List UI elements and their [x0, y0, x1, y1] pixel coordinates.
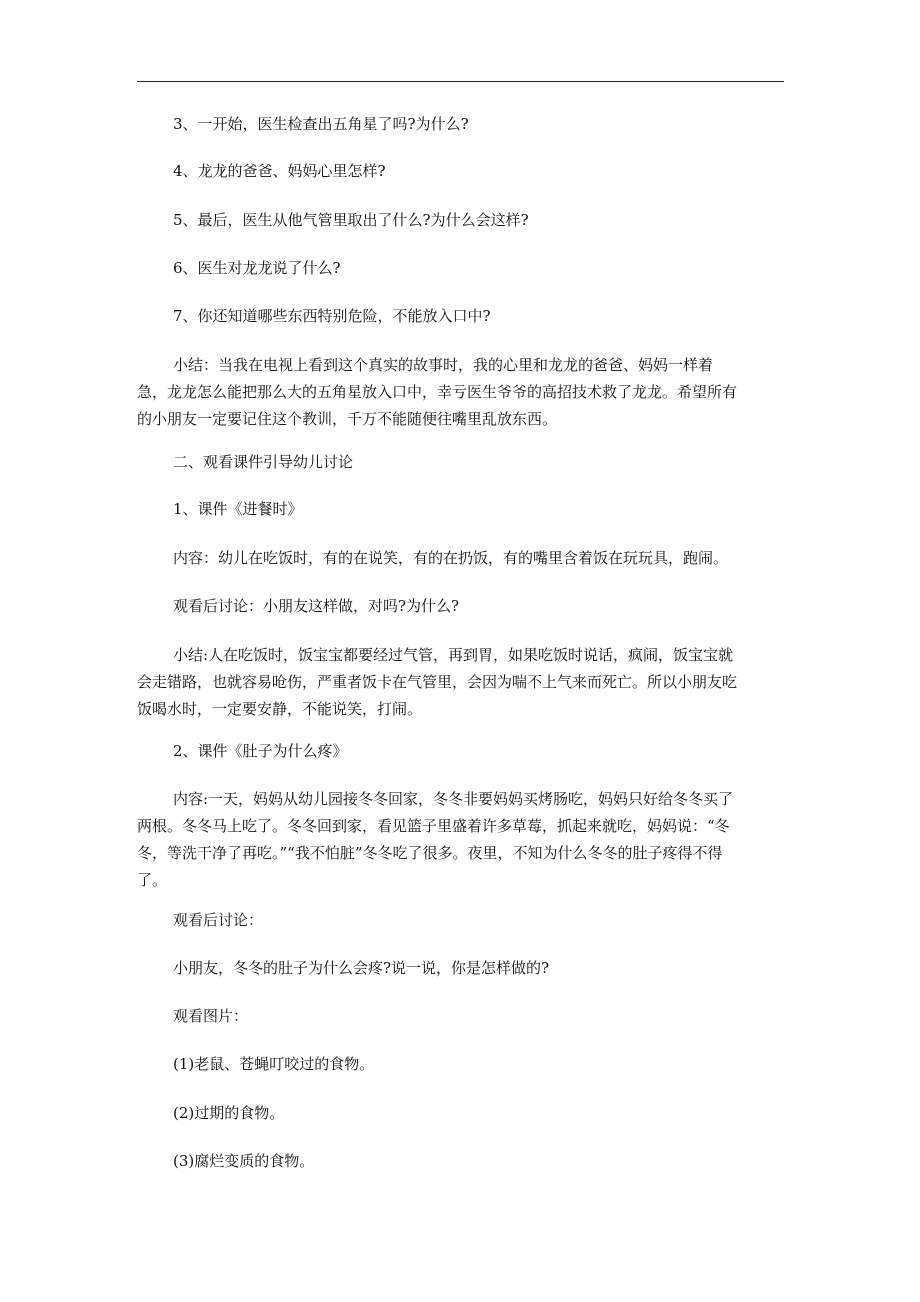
picture-item-3: (3)腐烂变质的食物。 [173, 1152, 315, 1170]
header-rule [137, 81, 784, 82]
courseware-1-title: 1、课件《进餐时》 [173, 500, 303, 518]
discussion-question: 小朋友，冬冬的肚子为什么会疼?说一说，你是怎样做的? [173, 959, 550, 977]
picture-item-2: (2)过期的食物。 [173, 1104, 285, 1122]
question-5: 5、最后，医生从他气管里取出了什么?为什么会这样? [173, 211, 529, 229]
summary-paragraph-1: 小结：当我在电视上看到这个真实的故事时，我的心里和龙龙的爸爸、妈妈一样着急，龙龙怎么能把那么大的五角星放入口中，幸亏医生爷爷的高招技术救了龙龙。希望所有的小朋友一定要记住这个教训，千万不能随便往嘴里乱放东西。 [137, 356, 738, 428]
summary-paragraph-2: 小结:人在吃饭时，饭宝宝都要经过气管，再到胃，如果吃饭时说话，疯闹，饭宝宝就会走错路，也就容易呛伤，严重者饭卡在气管里，会因为喘不上气来而死亡。所以小朋友吃饭喝水时，一定要安静，不能说笑，打闹。 [137, 646, 738, 718]
question-7: 7、你还知道哪些东西特别危险，不能放入口中? [173, 307, 491, 325]
section-heading-2: 二、观看课件引导幼儿讨论 [173, 453, 354, 471]
courseware-2-title: 2、课件《肚子为什么疼》 [173, 742, 348, 760]
courseware-2-content: 内容:一天，妈妈从幼儿园接冬冬回家，冬冬非要妈妈买烤肠吃，妈妈只好给冬冬买了两根。冬冬马上吃了。冬冬回到家，看见篮子里盛着许多草莓，抓起来就吃，妈妈说：“冬冬，等洗干净了再吃。”“我不怕脏”冬冬吃了很多。夜里，不知为什么冬冬的肚子疼得不得了。 [137, 790, 734, 889]
pictures-label: 观看图片： [173, 1007, 249, 1025]
question-6: 6、医生对龙龙说了什么? [173, 259, 341, 277]
question-4: 4、龙龙的爸爸、妈妈心里怎样? [173, 162, 386, 180]
picture-item-1: (1)老鼠、苍蝇叮咬过的食物。 [173, 1055, 375, 1073]
courseware-1-content: 内容：幼儿在吃饭时，有的在说笑，有的在扔饭，有的嘴里含着饭在玩玩具，跑闹。 [173, 549, 729, 567]
discussion-label: 观看后讨论： [173, 911, 264, 929]
question-3: 3、一开始，医生检查出五角星了吗?为什么? [173, 115, 469, 133]
discussion-prompt-1: 观看后讨论：小朋友这样做，对吗?为什么? [173, 597, 460, 615]
